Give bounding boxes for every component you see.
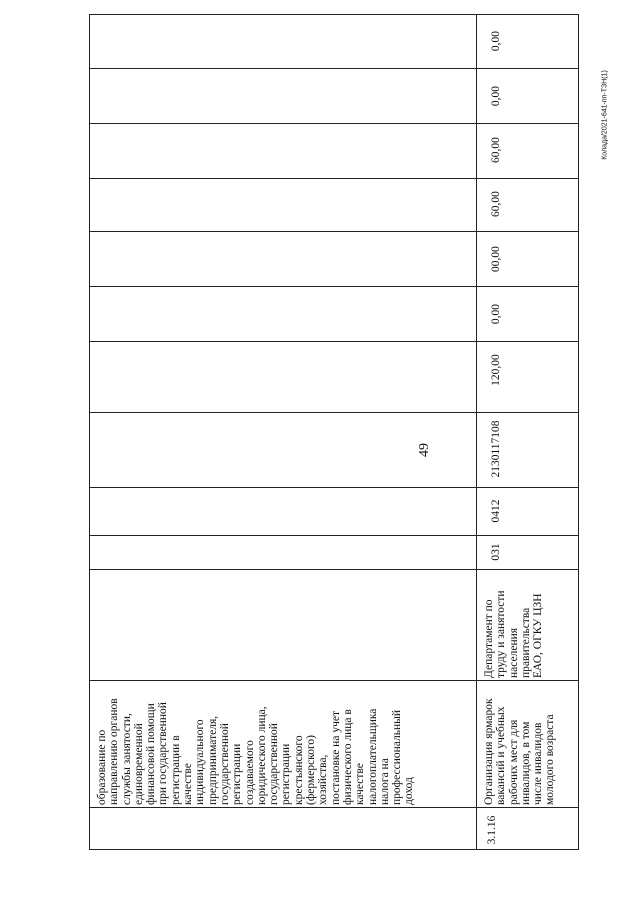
col-line-total (89, 341, 579, 342)
col-line-csr (89, 412, 579, 413)
value-col-3: 00,00 (489, 246, 502, 272)
description-line: финансовой помощи (145, 703, 158, 805)
executor-line: труду и занятости (495, 590, 508, 678)
value-col-4: 60,00 (489, 191, 502, 217)
executor-line: населения (507, 627, 520, 678)
col-line-grbs (89, 535, 579, 536)
executor-line: Департамент по (483, 599, 495, 678)
description-line: налогоплательщика (366, 708, 379, 805)
description-line: предпринимателя, (206, 715, 219, 805)
value-col-6: 0,00 (489, 85, 502, 107)
rzpr-code: 0412 (489, 499, 502, 523)
description-line: доход (403, 777, 416, 805)
page-number: 49 (417, 443, 432, 457)
description-line: при государственной (157, 702, 170, 805)
description-line: государственной (268, 723, 281, 805)
col-line-executor (89, 569, 579, 570)
executor-line: ЕАО, ОГКУ ЦЗН (532, 593, 545, 678)
description-line: юридического лица, (255, 706, 268, 805)
description-line: налога на (378, 758, 391, 805)
description-line: молодого возраста (544, 714, 557, 805)
description-line: единовременной (132, 723, 145, 805)
value-total: 120,00 (489, 354, 502, 386)
description-line: качестве (354, 763, 367, 805)
footer-code: Колада/2021-641-пп-ТЗН(1) (601, 70, 609, 160)
col-line-y5 (89, 68, 579, 69)
value-col-2: 0,00 (489, 303, 502, 325)
row-number: 3.1.16 (485, 815, 498, 845)
description-line: службы занятости, (120, 713, 133, 805)
description-line: Организация ярмарок (483, 698, 495, 805)
description-line: регистрации в (169, 735, 182, 805)
col-line-description (89, 680, 579, 681)
description-line: постановке на учет (329, 711, 342, 805)
description-line: крестьянского (292, 735, 305, 805)
grbs-code: 031 (489, 543, 502, 561)
value-col-5: 60,00 (489, 137, 502, 163)
description-line: регистрации (280, 743, 293, 805)
value-col-7: 0,00 (489, 30, 502, 52)
description-line: государственной (218, 723, 231, 805)
executor-line: правительства (519, 607, 532, 678)
col-line-y4 (89, 123, 579, 124)
description-line: инвалидов, в том (519, 721, 532, 805)
description-line: числе инвалидов (532, 722, 545, 805)
description-line: физического лица в (341, 709, 354, 805)
description-line: индивидуального (194, 719, 207, 805)
col-line-number (89, 807, 579, 808)
description-line: хозяйства, (317, 754, 330, 805)
description-line: регистрации (231, 743, 244, 805)
col-line-y2 (89, 231, 579, 232)
description-line: рабочих мест для (507, 719, 520, 805)
row-description (483, 698, 557, 805)
row-divider (476, 14, 477, 850)
row-executor (483, 590, 544, 678)
col-line-y1 (89, 286, 579, 287)
continuation-description (96, 698, 416, 805)
csr-code: 2130117108 (489, 420, 502, 478)
col-line-y3 (89, 178, 579, 179)
description-line: создаваемого (243, 740, 256, 805)
description-line: образование по (96, 729, 108, 805)
description-line: качестве (182, 763, 195, 805)
description-line: направлению органов (108, 698, 121, 805)
description-line: (фермерского) (305, 735, 318, 805)
description-line: вакансий и учебных (495, 706, 508, 805)
col-line-rzpr (89, 487, 579, 488)
description-line: профессиональный (391, 710, 404, 805)
